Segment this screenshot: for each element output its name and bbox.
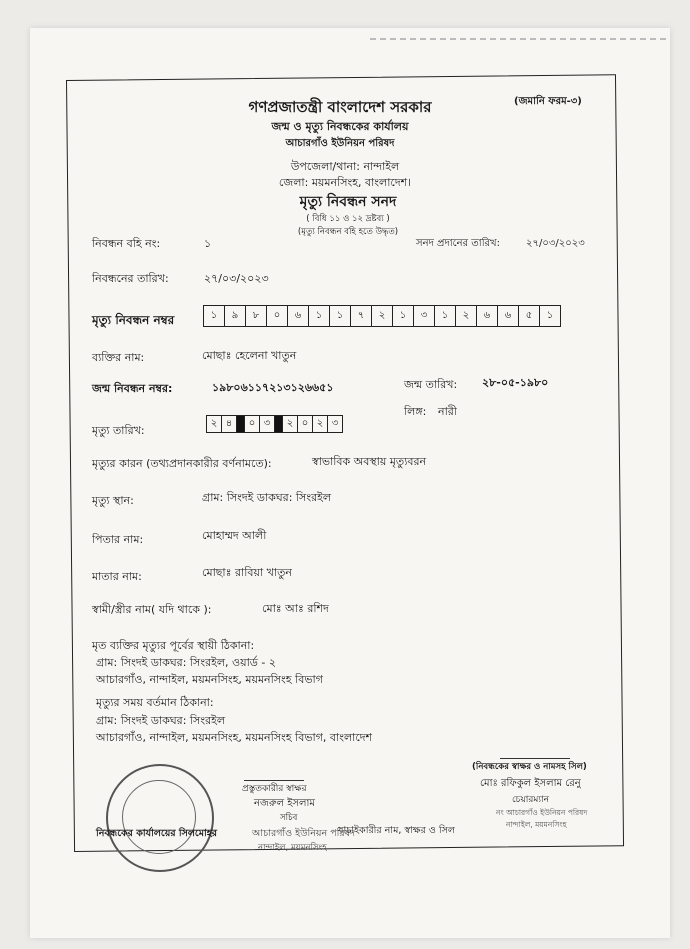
death-date-digit: ২ <box>313 416 328 432</box>
registrar-sig-label: (নিবন্ধকের স্বাক্ষর ও নামসহ সিল) <box>472 762 587 772</box>
issue-date-label: সনদ প্রদানের তারিখ: <box>416 238 500 249</box>
father-label: পিতার নাম: <box>92 533 144 546</box>
issuer-sig-label: প্রস্তুতকারীর স্বাক্ষর <box>242 784 307 794</box>
mother-value: মোছাঃ রাবিয়া খাতুন <box>202 566 292 579</box>
death-reg-no-digit: ১ <box>435 306 456 326</box>
reg-date-value: ২৭/০৩/২০২৩ <box>204 272 269 285</box>
gender-value: নারী <box>438 405 457 418</box>
office-seal-text: আচারগাঁও ইউনিয়ন পরিষদ <box>252 828 355 839</box>
form-number: (জমানি ফরম-৩) <box>514 96 582 107</box>
death-date-digit: ৩ <box>260 416 275 432</box>
death-reg-no-digit: ১ <box>204 306 225 326</box>
date-separator-block <box>275 416 283 432</box>
death-reg-no-digit: ৭ <box>351 306 372 326</box>
book-no-label: নিবন্ধন বহি নং: <box>92 237 161 250</box>
issue-date-value: ২৭/০৩/২০২৩ <box>526 238 585 249</box>
registrar-signature <box>500 740 570 759</box>
spouse-value: মোঃ আঃ রশিদ <box>262 602 329 615</box>
office-name: জন্ম ও মৃত্যু নিবন্ধকের কার্যালয় <box>271 120 409 133</box>
death-date-digit: ০ <box>245 416 260 432</box>
registrar-name: মোঃ রফিকুল ইসলাম রেনু <box>480 778 581 789</box>
birth-reg-no-label: জন্ম নিবন্ধন নম্বর: <box>92 382 173 395</box>
death-date-digit: ৩ <box>331 418 339 429</box>
cause-value: স্বাভাবিক অবস্থায় মৃত্যুবরন <box>312 455 427 468</box>
scan-artifact-line <box>370 38 670 40</box>
issuer-name: নজরুল ইসলাম <box>254 798 315 809</box>
govt-title: গণপ্রজাতন্ত্রী বাংলাদেশ সরকার <box>248 98 432 116</box>
death-reg-no-digit: ৬ <box>498 306 519 326</box>
death-date-label: মৃত্যু তারিখ: <box>92 424 145 437</box>
death-reg-no-digit: ৬ <box>288 306 309 326</box>
death-date-boxes <box>206 415 343 433</box>
death-reg-no-digit: ৯ <box>225 306 246 326</box>
current-address-line1: গ্রাম: সিংদই ডাকঘর: সিংরইল <box>96 714 226 727</box>
person-name-value: মোছাঃ হেলেনা খাতুন <box>202 349 297 362</box>
reg-date-label: নিবন্ধনের তারিখ: <box>92 272 169 285</box>
permanent-address-line2: আচারগাঁও, নান্দাইল, ময়মনসিংহ, ময়মনসিংহ বিভাগ <box>96 673 323 686</box>
death-reg-no-digit: ৩ <box>414 306 435 326</box>
death-reg-no-digit: ১ <box>546 310 554 321</box>
death-place-value: গ্রাম: সিংদই ডাকঘর: সিংরইল <box>202 491 332 504</box>
issuer-title: সচিব <box>280 813 298 823</box>
death-reg-no-digit: ১ <box>393 306 414 326</box>
office-seal-label: নিবন্ধকের কার্যালয়ের সিলমোহর <box>96 828 217 839</box>
birth-reg-no-value: ১৯৮০৬১১৭২১৩১২৬৬৫১ <box>212 381 334 394</box>
registrar-union: নং আচারগাঁও ইউনিয়ন পরিষদ <box>496 808 588 817</box>
upazila: উপজেলা/থানা: নান্দাইল <box>290 160 400 173</box>
death-date-digit: ২ <box>207 416 222 432</box>
source-note: (মৃত্যু নিবন্ধন বহি হতে উদ্ধৃত) <box>297 227 399 237</box>
death-reg-no-digit: ৬ <box>477 306 498 326</box>
death-date-digit: ০ <box>298 416 313 432</box>
mother-label: মাতার নাম: <box>92 570 142 583</box>
death-reg-no-digit: ০ <box>267 306 288 326</box>
current-address-label: মৃত্যুর সময় বর্তমান ঠিকানা: <box>96 696 214 709</box>
death-reg-no-digit: ২ <box>456 306 477 326</box>
death-reg-no-digit: ১ <box>309 306 330 326</box>
union-name: আচারগাঁও ইউনিয়ন পরিষদ <box>285 138 395 149</box>
death-reg-no-digit: ৫ <box>519 306 540 326</box>
death-place-label: মৃত্যু স্থান: <box>92 494 134 507</box>
office-seal-place: নান্দাইল, ময়মনসিংহ <box>258 843 327 853</box>
issuer-signature <box>244 764 304 781</box>
book-no-value: ১ <box>204 237 212 250</box>
gender-label: লিঙ্গ: <box>404 405 427 418</box>
registrar-place: নান্দাইল, ময়মনসিংহ <box>506 820 567 829</box>
birth-date-label: জন্ম তারিখ: <box>404 378 458 391</box>
death-reg-no-digit: ২ <box>372 306 393 326</box>
death-date-digit: ৪ <box>222 416 237 432</box>
office-seal-stamp <box>106 764 214 872</box>
rule-ref: ( বিধি ১১ ও ১২ দ্রষ্টব্য ) <box>306 214 390 224</box>
district: জেলা: ময়মনসিংহ, বাংলাদেশ। <box>278 176 412 189</box>
registrar-title: চেয়ারম্যান <box>512 795 549 805</box>
birth-date-value: ২৮-০৫-১৯৮০ <box>482 376 549 389</box>
current-address-line2: আচারগাঁও, নান্দাইল, ময়মনসিংহ, ময়মনসিংহ বিভাগ, বাংলাদেশ <box>96 731 373 744</box>
certificate-title: মৃত্যু নিবন্ধন সনদ <box>299 194 397 210</box>
father-value: মোহাম্মদ আলী <box>202 529 267 542</box>
verifier-label: যাচাইকারীর নাম, স্বাক্ষর ও সিল <box>338 825 455 836</box>
date-separator-block <box>237 416 245 432</box>
death-reg-no-label: মৃত্যু নিবন্ধন নম্বর <box>92 313 175 327</box>
death-date-digit: ২ <box>283 416 298 432</box>
permanent-address-line1: গ্রাম: সিংদই ডাকঘর: সিংরইল, ওয়ার্ড - ২ <box>96 656 277 669</box>
person-name-label: ব্যক্তির নাম: <box>92 351 145 364</box>
permanent-address-label: মৃত ব্যক্তির মৃত্যুর পূর্বের স্থায়ী ঠিকানা: <box>92 639 255 652</box>
spouse-label: স্বামী/স্ত্রীর নাম( যদি থাকে ): <box>92 603 212 616</box>
death-reg-no-boxes <box>203 305 561 327</box>
death-reg-no-digit: ১ <box>330 306 351 326</box>
cause-label: মৃত্যুর কারন (তথ্যপ্রদানকারীর বর্ণনামতে): <box>92 457 272 470</box>
death-reg-no-digit: ৮ <box>246 306 267 326</box>
